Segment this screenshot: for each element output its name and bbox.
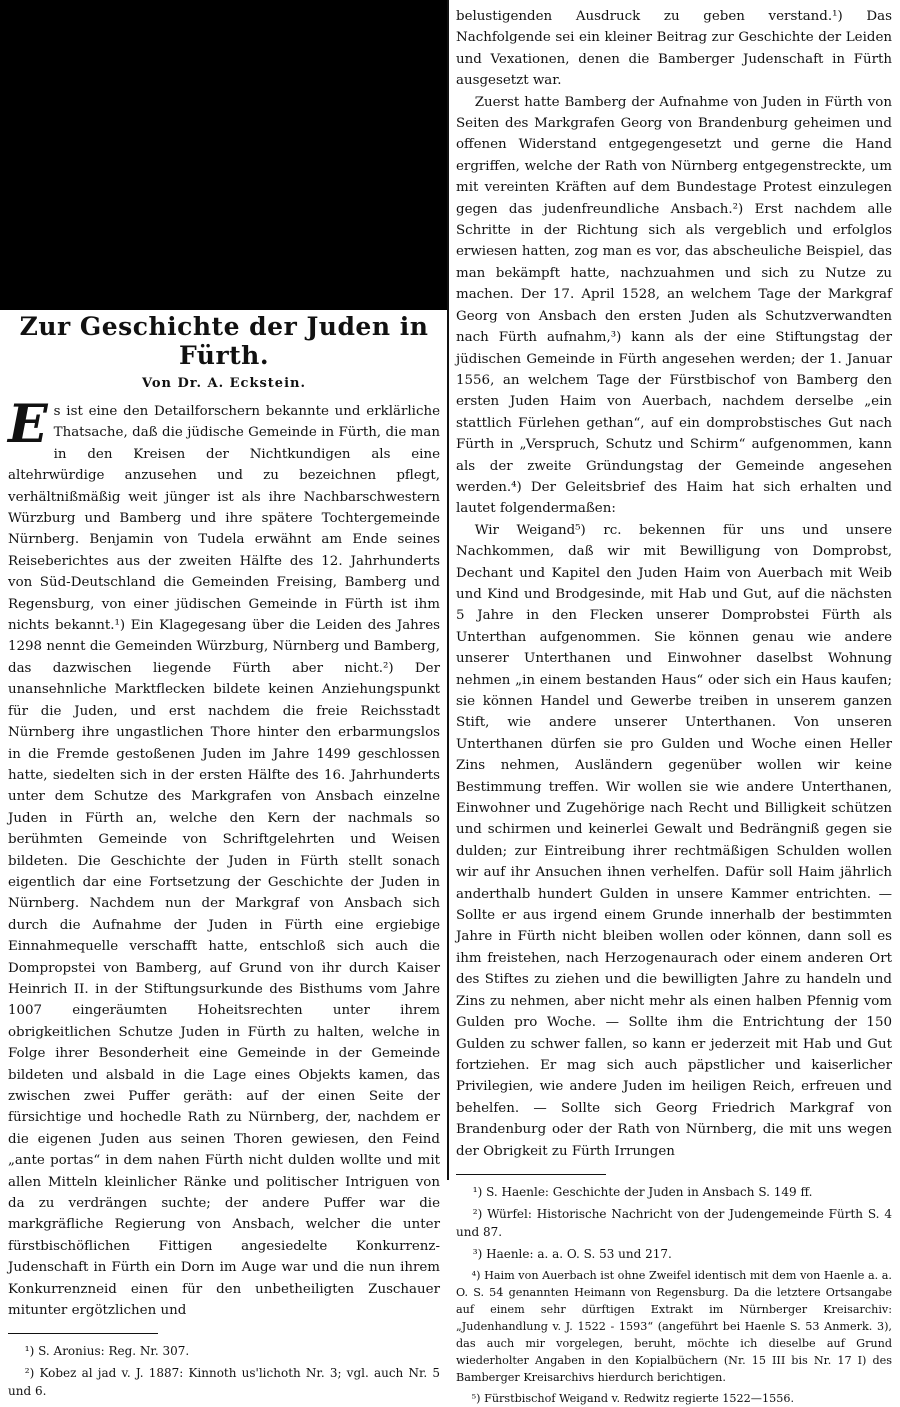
article-title: Zur Geschichte der Juden in Fürth. xyxy=(19,312,429,370)
article-author: Von Dr. A. Eckstein. xyxy=(141,376,306,391)
left-footnotes xyxy=(8,1342,440,1400)
footnote: ¹) S. Haenle: Geschichte der Juden in Ansbach S. 149 ff. xyxy=(472,1184,813,1199)
column-divider xyxy=(447,0,449,1180)
footnote-rule xyxy=(456,1174,606,1175)
right-column xyxy=(456,6,892,1405)
footnote: ²) Kobez al jad v. J. 1887: Kinnoth us'lichoth Nr. 3; vgl. auch Nr. 5 und 6. xyxy=(8,1366,440,1399)
footnote: ³) Haenle: a. a. O. S. 53 und 217. xyxy=(472,1246,672,1261)
drop-cap: E xyxy=(8,394,48,455)
redacted-black-area xyxy=(0,0,447,310)
footnote-rule xyxy=(8,1333,158,1334)
left-body xyxy=(8,394,440,1321)
paragraph xyxy=(8,394,440,1321)
footnote: ⁴) Haim von Auerbach ist ohne Zweifel identisch mit dem von Haenle a. a. O. S. 54 genannten Heimann von Regensburg. Da die letztere Ortsangabe auf einem sehr dürftigen Extrakt im Nürnberger Kreisarchiv: „Judenhandlung v. J. 1522 - 1593“ (angeführt bei Haenle S. 53 Anmerk. 3), das auch mir vorgelegen, beruht, möchte ich dieselbe auf Grund wiederholter Angaben in den Kopialbüchern (Nr. 15 III bis Nr. 17 I) des Bamberger Kreisarchivs hierdurch berichtigen. xyxy=(456,1268,892,1384)
footnote: ¹) S. Aronius: Reg. Nr. 307. xyxy=(24,1344,190,1359)
right-body xyxy=(456,6,892,1162)
footnote: ²) Würfel: Historische Nachricht von der Judengemeinde Fürth S. 4 und 87. xyxy=(456,1206,892,1239)
right-footnotes xyxy=(456,1183,892,1263)
paragraph-text: s ist eine den Detailforschern bekannte und erklärliche Thatsache, daß die jüdische Gemeinde in Fürth, die man in den Kreisen der Nichtkundigen als eine altehrwürdige anzusehen und zu bezeichnen pflegt, verhältnißmäßig weit jünger ist als ihre Nachbarschwestern Würzburg und Bamberg und ihre spätere Tochtergemeinde Nürnberg. Benjamin von Tudela erwähnt am Ende seines Reiseberichtes aus der zweiten Hälfte des 12. Jahrhunderts von Süd-Deutschland die Gemeinden Freising, Bamberg und Regensburg, von einer jüdischen Gemeinde in Fürth ist ihm nichts bekannt.¹) Ein Klagegesang über die Leiden des Jahres 1298 nennt die Gemeinden Würzburg, Nürnberg und Bamberg, das dazwischen liegende Fürth aber nicht.²) Der unansehnliche Marktflecken bildete keinen Anziehungspunkt für die Juden, und erst nachdem die freie Reichsstadt Nürnberg ihre ungastlichen Thore hinter den erbarmungslos in die Fremde gestoßenen Juden im Jahre 1499 geschlossen hatte, siedelten sich in der ersten Hälfte des 16. Jahrhunderts unter dem Schutze des Markgrafen von Ansbach einzelne Juden in Fürth an, welche den Kern der nachmals so berühmten Gemeinde von Schriftgelehrten und Weisen bildeten. Die Geschichte der Juden in Fürth stellt sonach eigentlich dar eine Fortsetzung der Geschichte der Juden in Nürnberg. Nachdem nun der Markgraf von Ansbach sich durch die Aufnahme der Juden in Fürth eine ergiebige Einnahmequelle verschafft hatte, entschloß sich auch die Dompropstei von Bamberg, auf Grund von ihr durch Kaiser Heinrich II. in der Stiftungsurkunde des Bisthums vom Jahre 1007 eingeräumten Hoheitsrechten unter ihrem obrigkeitlichen Schutze Juden in Fürth zu halten, welche in Folge ihrer Besonderheit eine Gemeinde in der Gemeinde bildeten und alsbald in die Lage eines Objekts kamen, das zwischen zwei Puffer geräth: auf der einen Seite der fürsichtige und hochedle Rath zu Nürnberg, der, nachdem er die eigenen Juden aus seinen Thoren gewiesen, den Feind „ante portas“ in dem nahen Fürth nicht dulden wollte und mit allen Mitteln kleinlicher Ränke und politischer Intriguen von da zu verdrängen suchte; der andere Puffer war die markgräfliche Regierung von Ansbach, welcher die unter fürstbischöflichen Fittigen angesiedelte Konkurrenz-Judenschaft in Fürth ein Dorn im Auge war und die nun ihrem Konkurrenzneid einen für den unbetheiligten Zuschauer mitunter ergötzlichen und xyxy=(8,404,440,1319)
paragraph: Zuerst hatte Bamberg der Aufnahme von Juden in Fürth von Seiten des Markgrafen Georg von Brandenburg geheimen und offenen Widerstand entgegengesetzt und gerne die Hand ergriffen, welche der Rath von Nürnberg entgegenstreckte, um mit vereinten Kräften auf dem Bundestage Protest einzulegen gegen das judenfreundliche Ansbach.²) Erst nachdem alle Schritte in der Richtung sich als vergeblich und erfolglos erwiesen hatten, zog man es vor, das abscheuliche Beispiel, das man bekämpft hatte, nachzuahmen und sich zu Nutze zu machen. Der 17. April 1528, an welchem Tage der Markgraf Georg von Ansbach den ersten Juden als Schutzverwandten nach Fürth aufnahm,³) kann als der eine Stiftungstag der jüdischen Gemeinde in Fürth angesehen werden; der 1. Januar 1556, an welchem Tage der Fürstbischof von Bamberg den ersten Juden Haim von Auerbach, nachdem derselbe „ein stattlich Fürlehen gethan“, auf ein domprobstisches Gut nach Fürth in „Verspruch, Schutz und Schirm“ aufgenommen, kann als der zweite Gründungstag der Gemeinde angesehen werden.⁴) Der Geleitsbrief des Haim hat sich erhalten und lautet folgendermaßen: xyxy=(456,94,892,517)
paragraph: belustigenden Ausdruck zu geben verstand.¹) Das Nachfolgende sei ein kleiner Beitrag zur Geschichte der Leiden und Vexationen, denen die Bamberger Judenschaft in Fürth ausgesetzt war. xyxy=(456,9,892,89)
right-footnotes-small xyxy=(456,1267,892,1407)
left-column xyxy=(8,312,440,1399)
paragraph: Wir Weigand⁵) rc. bekennen für uns und unsere Nachkommen, daß wir mit Bewilligung von Domprobst, Dechant und Kapitel den Juden Haim von Auerbach mit Weib und Kind und Brodgesinde, mit Hab und Gut, auf die nächsten 5 Jahre in den Flecken unserer Domprobstei Fürth als Unterthan aufgenommen. Sie können genau wie andere unserer Unterthanen und Einwohner daselbst Wohnung nehmen „in einem bestanden Haus“ oder sich ein Haus kaufen; sie können Handel und Gewerbe treiben in unserem ganzen Stift, wie andere unserer Unterthanen. Von unseren Unterthanen dürfen sie pro Gulden und Woche einen Heller Zins nehmen, Ausländern gegenüber wollen wir keine Bestimmung treffen. Wir wollen sie wie andere Unterthanen, Einwohner und Zugehörige nach Recht und Billigkeit schützen und schirmen und keinerlei Gewalt und Bedrängniß gegen sie dulden; zur Eintreibung ihrer rechtmäßigen Schulden wollen wir auf ihr Ansuchen ihnen verhelfen. Dafür soll Haim jährlich anderthalb hundert Gulden in unsere Kammer entrichten. — Sollte er aus irgend einem Grunde innerhalb der bestimmten Jahre in Fürth nicht bleiben wollen oder können, dann soll es ihm freistehen, nach Herzogenaurach oder einem anderen Ort des Stiftes zu ziehen und die bewilligten Jahre zu handeln und Zins zu nehmen, aber nicht mehr als einen halben Pfennig vom Gulden pro Woche. — Sollte ihm die Entrichtung der 150 Gulden zu schwer fallen, so kann er jederzeit mit Hab und Gut fortziehen. Er mag sich auch päpstlicher und kaiserlicher Privilegien, wie andere Juden im heiligen Reich, erfreuen und behelfen. — Sollte sich Georg Friedrich Markgraf von Brandenburg oder der Rath von Nürnberg, die mit uns wegen der Obrigkeit zu Fürth Irrungen xyxy=(456,522,892,1159)
footnote: ⁵) Fürstbischof Weigand v. Redwitz regierte 1522—1556. xyxy=(471,1391,794,1405)
